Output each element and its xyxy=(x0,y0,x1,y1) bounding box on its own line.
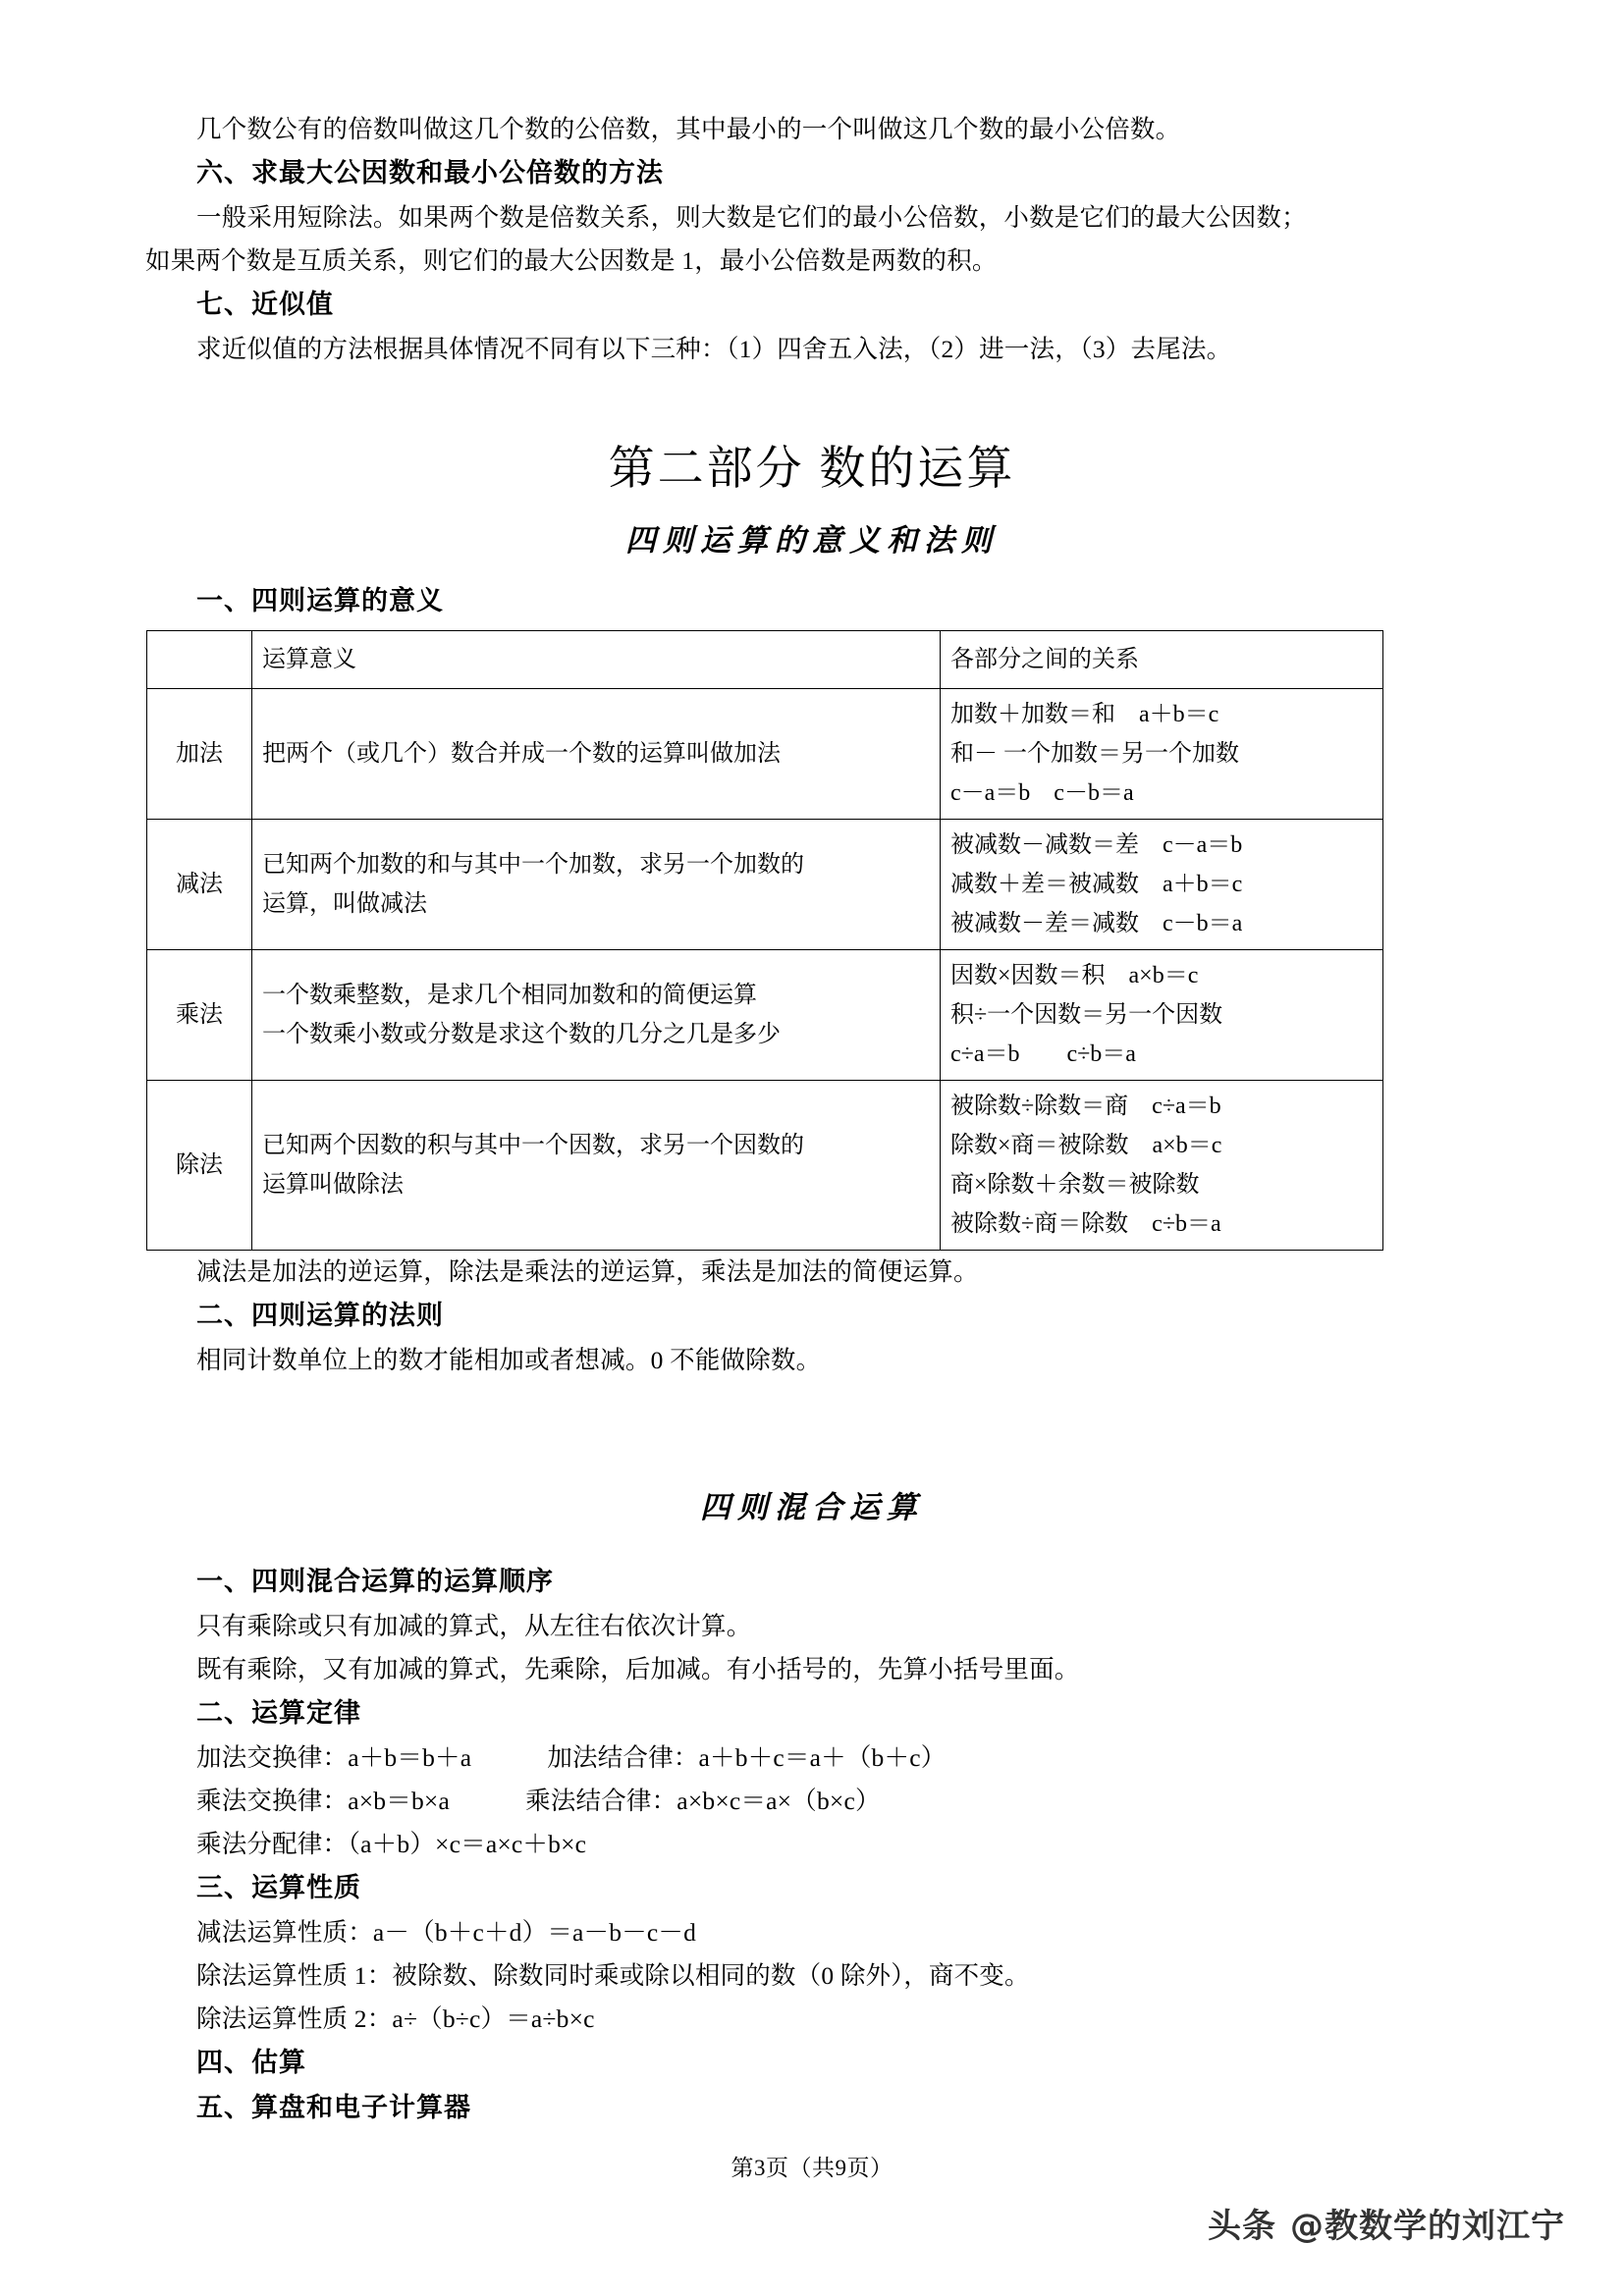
after-table-note: 减法是加法的逆运算，除法是乘法的逆运算，乘法是加法的简便运算。 xyxy=(196,1257,979,1286)
property-line-1: 减法运算性质：a－（b＋c＋d）＝a－b－c－d xyxy=(196,1918,697,1947)
relation-line: 和－ 一个加数＝另一个加数 xyxy=(950,741,1239,767)
section-b-heading-one: 一、四则混合运算的运算顺序 xyxy=(196,1567,554,1597)
law-line-3: 乘法分配律：（a＋b）×c＝a×c＋b×c xyxy=(196,1830,587,1858)
table-row xyxy=(147,820,1383,950)
table-header-relations: 各部分之间的关系 xyxy=(941,631,1383,689)
paragraph-six-line-1: 一般采用短除法。如果两个数是倍数关系，则大数是它们的最小公倍数，小数是它们的最大公因数； xyxy=(196,203,1307,232)
row-meaning-division xyxy=(252,1081,941,1251)
section-a-heading-two: 二、四则运算的法则 xyxy=(196,1301,444,1331)
section-b-brush-title: 四则混合运算 xyxy=(700,1490,924,1525)
relation-line: 因数×因数＝积 a×b＝c xyxy=(950,963,1199,988)
relation-line: 积÷一个因数＝另一个因数 xyxy=(950,1002,1223,1028)
relation-line: 商×除数＋余数＝被除数 xyxy=(950,1172,1200,1198)
spacer xyxy=(145,1382,1479,1465)
heading-six: 六、求最大公因数和最小公倍数的方法 xyxy=(196,158,664,188)
row-meaning-addition xyxy=(252,689,941,820)
section-b-heading-two: 二、运算定律 xyxy=(196,1698,361,1729)
relation-line: c－a＝b c－b＝a xyxy=(950,780,1134,806)
property-line-2: 除法运算性质 1：被除数、除数同时乘或除以相同的数（0 除外），商不变。 xyxy=(196,1961,1030,1990)
intro-line-1: 几个数公有的倍数叫做这几个数的公倍数，其中最小的一个叫做这几个数的最小公倍数。 xyxy=(196,115,1181,143)
watermark xyxy=(1208,2199,1565,2247)
meaning-line: 运算叫做除法 xyxy=(262,1172,404,1198)
table-header-blank xyxy=(147,631,252,689)
relation-line: 减数＋差＝被减数 a＋b＝c xyxy=(950,872,1243,897)
section-b-heading-three: 三、运算性质 xyxy=(196,1873,361,1903)
property-line-3: 除法运算性质 2：a÷（b÷c）＝a÷b×c xyxy=(196,2004,595,2033)
section-a-paragraph-two: 相同计数单位上的数才能相加或者想减。0 不能做除数。 xyxy=(196,1346,822,1374)
relation-line: 被除数÷商＝除数 c÷b＝a xyxy=(950,1211,1221,1237)
section-b-heading-five: 五、算盘和电子计算器 xyxy=(196,2093,471,2123)
meaning-line: 已知两个因数的积与其中一个因数，求另一个因数的 xyxy=(262,1133,804,1158)
table-header-meaning: 运算意义 xyxy=(252,631,941,689)
spacer xyxy=(145,1546,1479,1560)
relation-line: 被除数÷除数＝商 c÷a＝b xyxy=(950,1094,1221,1119)
law-line-1: 加法交换律：a＋b＝b＋a 加法结合律：a＋b＋c＝a＋（b＋c） xyxy=(196,1743,947,1772)
section-a-brush-title: 四则运算的意义和法则 xyxy=(625,523,999,559)
order-line-1: 只有乘除或只有加减的算式，从左往右依次计算。 xyxy=(196,1612,752,1640)
row-relations-division xyxy=(941,1081,1383,1251)
meaning-line: 一个数乘小数或分数是求这个数的几分之几是多少 xyxy=(262,1022,781,1047)
watermark-handle: @教数学的刘江宁 xyxy=(1290,2207,1565,2246)
order-line-2: 既有乘除，又有加减的算式，先乘除，后加减。有小括号的，先算小括号里面。 xyxy=(196,1655,1080,1683)
row-label-division: 除法 xyxy=(147,1081,252,1251)
law-line-2: 乘法交换律：a×b＝b×a 乘法结合律：a×b×c＝a×（b×c） xyxy=(196,1787,881,1815)
heading-seven: 七、近似值 xyxy=(196,290,334,320)
meaning-line: 把两个（或几个）数合并成一个数的运算叫做加法 xyxy=(262,741,781,767)
row-relations-multiplication xyxy=(941,950,1383,1081)
row-label-addition: 加法 xyxy=(147,689,252,820)
table-row xyxy=(147,950,1383,1081)
section-a-heading-one: 一、四则运算的意义 xyxy=(196,586,444,616)
relation-line: 加数＋加数＝和 a＋b＝c xyxy=(950,702,1219,727)
relation-line: c÷a＝b c÷b＝a xyxy=(950,1041,1136,1067)
meaning-line: 运算，叫做减法 xyxy=(262,891,427,917)
part-title: 第二部分 数的运算 xyxy=(608,444,1016,495)
row-relations-addition xyxy=(941,689,1383,820)
table-header-row xyxy=(147,631,1383,689)
table-row xyxy=(147,689,1383,820)
page-footer: 第3页（共9页） xyxy=(731,2156,893,2180)
operations-table xyxy=(146,630,1383,1251)
row-label-multiplication: 乘法 xyxy=(147,950,252,1081)
toutiao-logo-icon: 头条 xyxy=(1208,2207,1276,2246)
meaning-line: 一个数乘整数，是求几个相同加数和的简便运算 xyxy=(262,983,757,1008)
meaning-line: 已知两个加数的和与其中一个加数，求另一个加数的 xyxy=(262,852,804,878)
section-b-heading-four: 四、估算 xyxy=(196,2048,306,2078)
table-row xyxy=(147,1081,1383,1251)
relation-line: 被减数－减数＝差 c－a＝b xyxy=(950,832,1243,858)
relation-line: 被减数－差＝减数 c－b＝a xyxy=(950,911,1243,936)
row-meaning-multiplication xyxy=(252,950,941,1081)
row-label-subtraction: 减法 xyxy=(147,820,252,950)
paragraph-seven: 求近似值的方法根据具体情况不同有以下三种：（1）四舍五入法，（2）进一法，（3）去尾法。 xyxy=(196,335,1232,363)
paragraph-six-line-2: 如果两个数是互质关系，则它们的最大公因数是 1，最小公倍数是两数的积。 xyxy=(145,246,998,275)
row-meaning-subtraction xyxy=(252,820,941,950)
row-relations-subtraction xyxy=(941,820,1383,950)
relation-line: 除数×商＝被除数 a×b＝c xyxy=(950,1133,1222,1158)
